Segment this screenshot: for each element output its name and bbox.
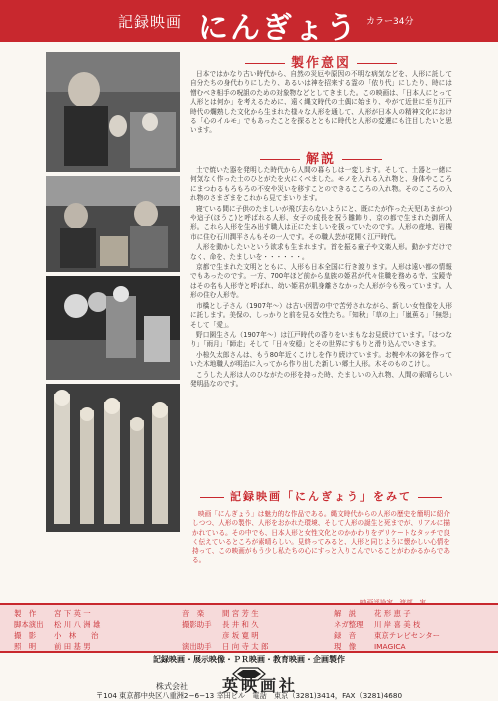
commentary-paragraph: 京都で生まれた文明とともに、人形も日本全国に行き渡ります。人形は遠い都の情報でもあったのです。一方、700年ほど前から皇族の姫君が代々住職を務める寺、宝鏡寺はその名も人形寺と呼ばれ、幼い姫君が肌身離さなかった人形が今も残っています。人形の住む人形寺。 — [190, 263, 452, 300]
commentary-heading: 解説 — [190, 148, 452, 167]
footer — [0, 651, 498, 700]
credit-col-3: 解 説 花 形 恵 子 ネガ整理 川 岸 喜 美 枝 録 音 東京テレビセンター 現 像 IMAGICA — [334, 609, 441, 651]
commentary-paragraph: 小椋久太郎さんは、もう80年近くこけしを作り続けています。お椀や木の鉢を作っていた木地職人が明治に入ってから作り出した新しい郷土人形。木そのものこけし。 — [190, 350, 452, 369]
photo-kokeshi — [46, 384, 180, 532]
photo-dolls-display — [46, 276, 180, 380]
genres-line: 記録映画・展示映像・ＰＲ映画・教育映画・企画製作 — [153, 655, 345, 664]
commentary-paragraph: 人形を動かしたいという欲求も生まれます。首を振る童子や文楽人形。動かすだけでなく、命を、たましいを・・・・・・。 — [190, 243, 452, 261]
title-banner — [0, 0, 498, 46]
commentary-paragraph: こうした人形は人のひながたの形を持った時、たましいの入れ物、人間の素晴らしい発明品なのです。 — [190, 370, 452, 388]
commentary-paragraph: 寝ている間に子供のたましいが飛び去らないようにと、既にたが作った天児(あまがつ)や這子(ほうこ)と呼ばれる人形、女子の成長を祝う雛飾り、京の都で生まれた御所人形。これら人形を生み出す職人は正にたましいを扱っていたのです。人形の産地、岩槻市に住む石川潤平さんもその一人です。その職人芸が花開く江戸時代。 — [190, 204, 452, 241]
commentary-paragraph: 野口園生さん（1907年～）は江戸時代の香りをいまもなお見続けています。「はつなり」「雨月」「師走」そして「日々安穏」とその世界にすもりと滑り込んでいきます。 — [190, 330, 452, 349]
commentary-paragraph: 市橋とし子さん（1907年～）は古い因習の中で苦労されながら、新しい女性像を人形に託します。美保の、しっかりと前を見る女性たち。「知秋」「草の上」「嵐蕉る」「無怨」そして「愛」。 — [190, 301, 452, 329]
film-title: にんぎょう — [198, 11, 358, 46]
company-address: 〒104 東京都中央区八重洲2−6−13 幸田ビル 電話 東京（3281)3414，FAX（3281)4680 — [95, 691, 403, 700]
commentary-text — [190, 166, 452, 390]
intent-heading: 製作意図 — [190, 52, 452, 71]
commentary-paragraph: 土で焼いた器を発明した時代から人間の暮らしは一変します。そして、土器と一緒に何気なく作った土のひとがたを火にくべました。モノを入れる入れ物と、身体やこころにまつわるもろもろの不安や災いを移すことのできるこころの入れ物。そのこころの入れ物のさまざまをこれから見てまいります。 — [190, 166, 452, 203]
credit-col-1: 製 作 宮 下 英 一 脚本演出 松 川 八 洲 雄 撮 影 小 林 治 照 明 前 田 基 男 — [14, 609, 101, 651]
review-paragraph: 映画「にんぎょう」は魅力的な作品である。縄文時代からの人形の歴史を簡明に紹介しつつ、人形の製作、人形をおかれた環境、そして人形の誕生と死までが、リアルに描かれている。その中でも、日本人形と女性文化とのかかわりをデリケートなタッチで良く伝えているところが素晴らしい。見終ってみると、人形と同じように懐かしい心情を持って、この映画がもう少し私たちの心にすっと入りこんでいることがわかるからである。 — [192, 510, 450, 565]
company-name: 英映画社 — [222, 676, 299, 695]
company-prefix: 株式会社 — [156, 682, 188, 691]
photo-doll-maker — [46, 52, 180, 172]
intent-paragraph: 日本ではかなり古い時代から、自然の災厄や原因の不明な病気などを、人形に託して自分たちの身代わりにしたり、あるいは神を招来する霊の「依り代」にしたり、時には憎むべき相手の呪詛のための対象物などとしてきました。この映画は、「日本人にとって人形とは何か」を考えるために、遠く縄文時代の土偶に始まり、やがて近世に至り江戸時代の爛熟した文化から生まれた様々な人形を通して、人形が日本人の精神文化における「心のイルモ」でもあったことを探るとともに時代と人形の変遷にも注目したいと思います。 — [190, 70, 452, 135]
staff-credits — [0, 603, 498, 653]
review-text — [192, 510, 450, 566]
color-length-label: カラー34分 — [366, 17, 414, 27]
intent-text — [190, 70, 452, 137]
banner-label: 記録映画 — [118, 13, 183, 31]
review-heading: 記録映画「にんぎょう」をみて — [190, 488, 452, 504]
photo-workshop — [46, 176, 180, 272]
credit-col-2: 音 楽 間 宮 芳 生 撮影助手 長 井 和 久 彦 坂 寛 明 演出助手 日 向 寺 太 郎 — [182, 609, 269, 651]
